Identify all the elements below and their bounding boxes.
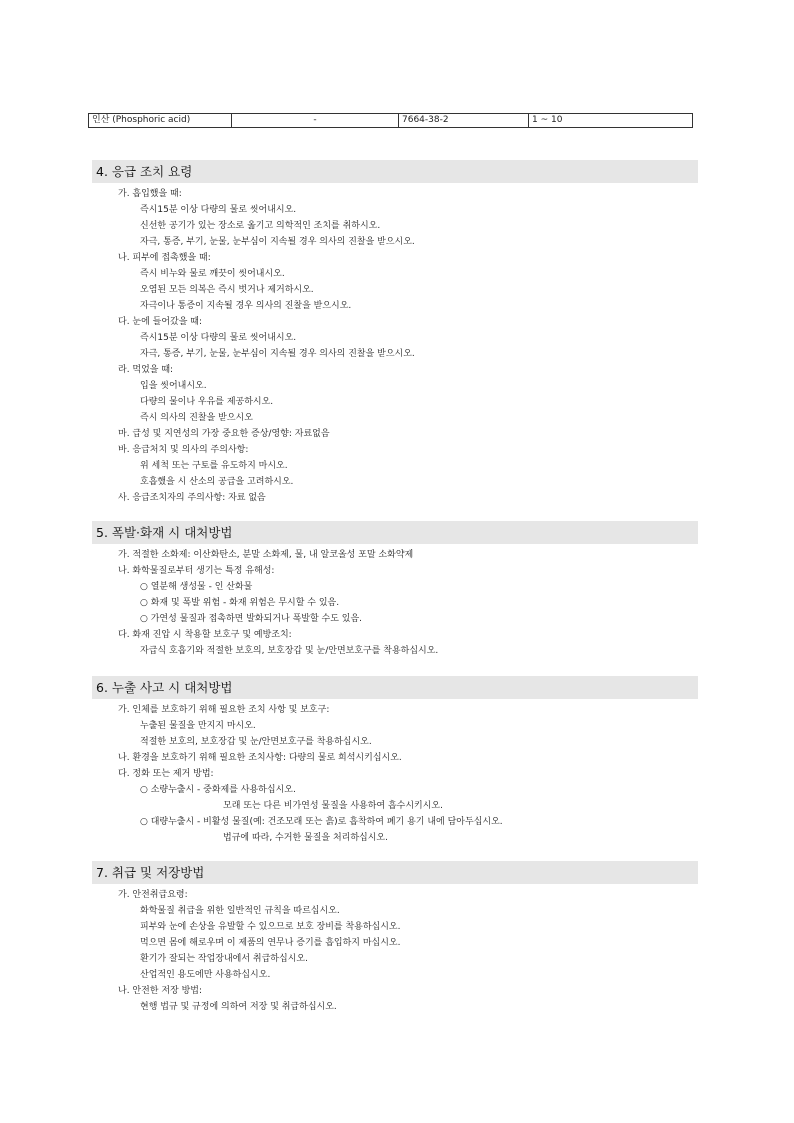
substance-name-cell: 인산 (Phosphoric acid) xyxy=(89,114,232,128)
subsection-heading: 가. 적절한 소화제: 이산화탄소, 분말 소화제, 물, 내 알코올성 포말 소화약제 xyxy=(118,550,414,560)
subsection-heading: 바. 응급처치 및 의사의 주의사항: xyxy=(118,445,249,455)
instruction-line: 다량의 물이나 우유를 제공하시오. xyxy=(140,397,274,407)
instruction-line: ○ 소량누출시 - 중화제를 사용하십시오. xyxy=(140,785,296,795)
instruction-line: ○ 대량누출시 - 비활성 물질(예: 건조모래 또는 흙)로 흡착하여 폐기 용기 내에 담아두십시오. xyxy=(140,817,503,827)
subsection-heading: 가. 안전취급요령: xyxy=(118,890,188,900)
section-body xyxy=(92,887,698,1015)
instruction-line: 즉시15분 이상 다량의 물로 씻어내시오. xyxy=(140,333,297,343)
instruction-line: 오염된 모든 의복은 즉시 벗거나 제거하시오. xyxy=(140,285,314,295)
subsection-heading: 다. 눈에 들어갔을 때: xyxy=(118,317,203,327)
section-accidental-release xyxy=(92,676,698,846)
subsection-heading: 가. 인체를 보호하기 위해 필요한 조치 사항 및 보호구: xyxy=(118,705,330,715)
instruction-line: ○ 가연성 물질과 접촉하면 발화되거나 폭발할 수도 있음. xyxy=(140,614,363,624)
section-first-aid xyxy=(92,160,698,506)
synonym-cell: - xyxy=(232,114,399,128)
subsection-heading: 가. 흡입했을 때: xyxy=(118,189,182,199)
instruction-line: 즉시 의사의 진찰을 받으시오 xyxy=(140,413,253,423)
instruction-line: 피부와 눈에 손상을 유발할 수 있으므로 보호 장비를 착용하십시오. xyxy=(140,922,401,932)
instruction-line: 환기가 잘되는 작업장내에서 취급하십시오. xyxy=(140,954,308,964)
instruction-line: ○ 화재 및 폭발 위험 - 화재 위험은 무시할 수 있음. xyxy=(140,598,340,608)
instruction-line: 위 세척 또는 구토를 유도하지 마시오. xyxy=(140,461,288,471)
section-title: 7. 취급 및 저장방법 xyxy=(92,861,698,884)
instruction-line: 즉시15분 이상 다량의 물로 씻어내시오. xyxy=(140,205,297,215)
instruction-line: 적절한 보호의, 보호장갑 및 눈/안면보호구를 착용하십시오. xyxy=(140,737,372,747)
section-fire-fighting xyxy=(92,521,698,659)
subsection-heading: 사. 응급조치자의 주의사항: 자료 없음 xyxy=(118,493,266,503)
instruction-line: 호흡했을 시 산소의 공급을 고려하시오. xyxy=(140,477,294,487)
subsection-heading: 나. 화학물질로부터 생기는 특정 유해성: xyxy=(118,566,275,576)
section-body xyxy=(92,186,698,506)
subsection-heading: 다. 정화 또는 제거 방법: xyxy=(118,769,214,779)
instruction-line: 자극, 통증, 부기, 눈물, 눈부심이 지속될 경우 의사의 진찰을 받으시오. xyxy=(140,237,415,247)
instruction-line: 자급식 호흡기와 적절한 보호의, 보호장갑 및 눈/안면보호구를 착용하십시오. xyxy=(140,646,439,656)
content-cell: 1 ~ 10 xyxy=(529,114,693,128)
instruction-line: 현행 법규 및 규정에 의하여 저장 및 취급하십시오. xyxy=(140,1002,337,1012)
subsection-heading: 나. 환경을 보호하기 위해 필요한 조치사항: 다량의 물로 희석시키십시오. xyxy=(118,753,402,763)
instruction-line: 산업적인 용도에만 사용하십시오. xyxy=(140,970,271,980)
section-body xyxy=(92,547,698,659)
section-title: 4. 응급 조치 요령 xyxy=(92,160,698,183)
instruction-line: 즉시 비누와 물로 깨끗이 씻어내시오. xyxy=(140,269,285,279)
instruction-line: ○ 열분해 생성물 - 인 산화물 xyxy=(140,582,253,592)
instruction-line: 자극이나 통증이 지속될 경우 의사의 진찰을 받으시오. xyxy=(140,301,352,311)
subsection-heading: 라. 먹었을 때: xyxy=(118,365,174,375)
instruction-line: 누출된 물질을 만지지 마시오. xyxy=(140,721,256,731)
instruction-line: 화학물질 취급을 위한 일반적인 규칙을 따르십시오. xyxy=(140,906,340,916)
subsection-heading: 다. 화재 진압 시 착용할 보호구 및 예방조치: xyxy=(118,630,292,640)
subsection-heading: 나. 안전한 저장 방법: xyxy=(118,986,203,996)
instruction-line: 신선한 공기가 있는 장소로 옮기고 의학적인 조치를 취하시오. xyxy=(140,221,381,231)
subsection-heading: 마. 급성 및 지연성의 가장 중요한 증상/영향: 자료없음 xyxy=(118,429,330,439)
composition-table xyxy=(88,113,693,128)
table-row xyxy=(89,114,693,128)
instruction-line: 모래 또는 다른 비가연성 물질을 사용하여 흡수시키시오. xyxy=(223,801,443,811)
instruction-line: 먹으면 몸에 해로우며 이 제품의 연무나 증기를 흡입하지 마십시오. xyxy=(140,938,401,948)
section-title: 5. 폭발·화재 시 대처방법 xyxy=(92,521,698,544)
instruction-line: 자극, 통증, 부기, 눈물, 눈부심이 지속될 경우 의사의 진찰을 받으시오. xyxy=(140,349,415,359)
section-handling-storage xyxy=(92,861,698,1015)
cas-number-cell: 7664-38-2 xyxy=(399,114,529,128)
instruction-line: 법규에 따라, 수거한 물질을 처리하십시오. xyxy=(223,833,388,843)
instruction-line: 입을 씻어내시오. xyxy=(140,381,207,391)
subsection-heading: 나. 피부에 접촉했을 때: xyxy=(118,253,211,263)
section-title: 6. 누출 사고 시 대처방법 xyxy=(92,676,698,699)
section-body xyxy=(92,702,698,846)
